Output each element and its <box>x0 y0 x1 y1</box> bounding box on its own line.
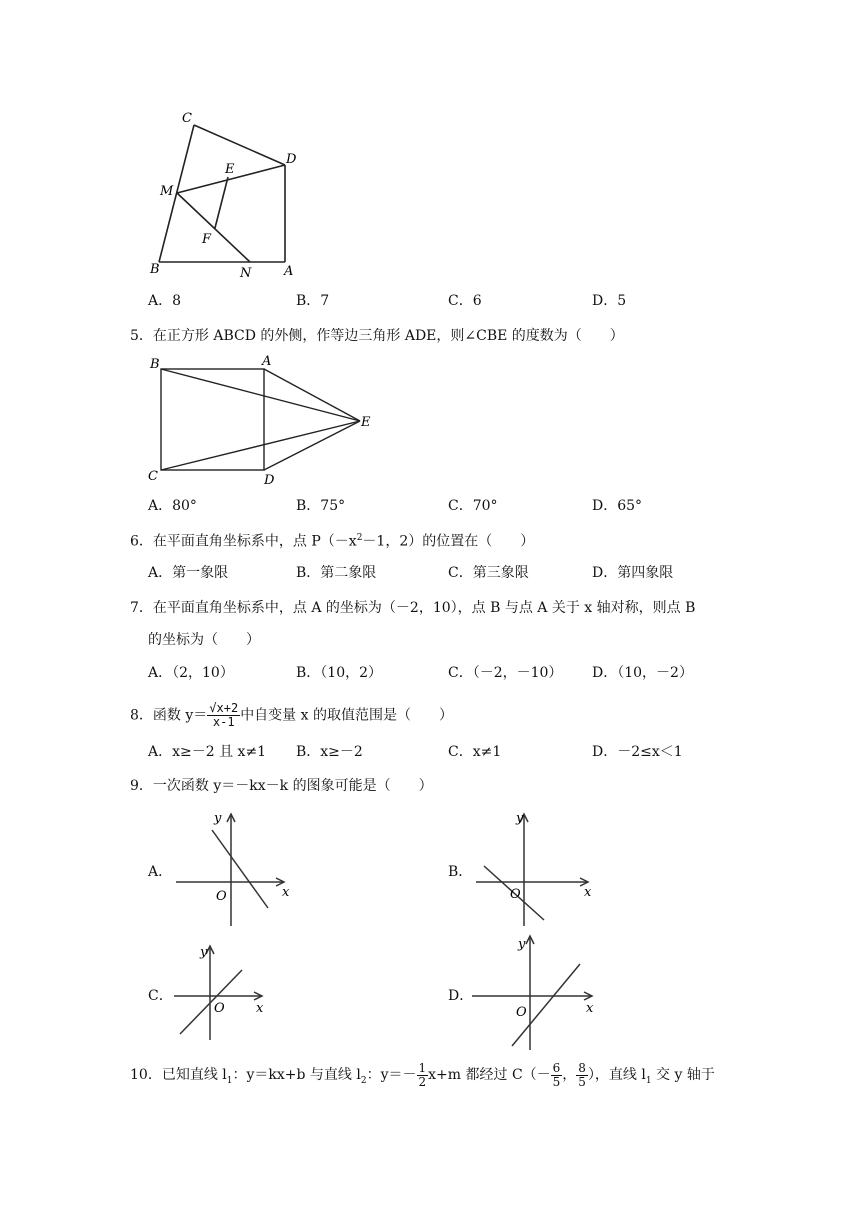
q10-sub2: 2 <box>360 1075 367 1086</box>
q8-option-c[interactable]: C．x≠1 <box>448 744 502 760</box>
q9-graph-b[interactable] <box>472 808 602 930</box>
q10-frac2-den: 5 <box>552 1074 561 1089</box>
q10-frac1 <box>417 1062 429 1089</box>
q10-frac1-num: 1 <box>418 1060 427 1075</box>
q9a-origin-label: O <box>216 889 227 904</box>
q9-graph-d[interactable] <box>470 930 600 1054</box>
q5-figure <box>140 350 380 490</box>
q10-frac3-den: 5 <box>578 1074 586 1089</box>
q5-option-a[interactable]: A．80° <box>148 498 197 514</box>
q8-frac-num: √x+2 <box>209 701 239 715</box>
q9d-x-label: x <box>586 1001 594 1016</box>
q4-option-c[interactable]: C．6 <box>448 293 482 309</box>
q6-stem-sup: 2 <box>356 533 363 543</box>
q10-sub1: 1 <box>226 1075 233 1086</box>
q10-comma: ， <box>562 1067 577 1083</box>
q7-stem-line2: 的坐标为（ ） <box>148 632 260 648</box>
q10-frac3-num: 8 <box>578 1060 586 1075</box>
q4-label-e: E <box>225 162 235 177</box>
q6-stem-pre: 6．在平面直角坐标系中，点 P（－x <box>130 533 357 550</box>
q10-stem-mid3: x+m 都经过 C（－ <box>428 1067 551 1083</box>
q9-option-b[interactable]: B． <box>448 864 473 880</box>
q4-label-d: D <box>286 152 297 167</box>
q5-option-c[interactable]: C．70° <box>448 498 498 514</box>
q5-label-b: B <box>150 357 160 372</box>
q9c-origin-label: O <box>214 1001 225 1016</box>
q5-label-d: D <box>264 473 275 488</box>
q7-stem-line1: 7．在平面直角坐标系中，点 A 的坐标为（－2，10），点 B 与点 A 关于 x 轴对称，则点 B <box>130 600 696 616</box>
q4-label-m: M <box>160 184 174 199</box>
q10-stem-pre: 10．已知直线 l <box>130 1067 227 1083</box>
q8-option-b[interactable]: B．x≥－2 <box>296 744 363 760</box>
q10-stem-mid1: ：y＝kx+b 与直线 l <box>232 1067 361 1083</box>
q6-option-d[interactable]: D．第四象限 <box>592 565 674 581</box>
q9c-y-label: y <box>200 945 208 960</box>
q9-graph-c[interactable] <box>172 940 272 1050</box>
q9a-y-label: y <box>214 811 222 826</box>
q6-option-c[interactable]: C．第三象限 <box>448 565 529 581</box>
q7-option-c[interactable]: C．（－2，－10） <box>448 665 563 681</box>
q9b-y-label: y <box>516 811 524 826</box>
q9a-x-label: x <box>282 885 290 900</box>
q8-option-d[interactable]: D．－2≤x＜1 <box>592 744 683 760</box>
q9c-x-label: x <box>256 1001 264 1016</box>
q8-stem-pre: 8．函数 y＝ <box>130 707 208 724</box>
q9-option-c[interactable]: C． <box>148 988 173 1004</box>
q4-label-n: N <box>240 266 252 281</box>
q4-label-c: C <box>182 111 192 126</box>
q9-graph-a[interactable] <box>172 808 302 930</box>
q6-option-a[interactable]: A．第一象限 <box>148 565 229 581</box>
q10-stem-post: 交 y 轴于 <box>651 1067 715 1083</box>
q8-frac-den: x-1 <box>212 715 235 729</box>
q8-fraction <box>207 702 240 729</box>
q5-stem: 5．在正方形 ABCD 的外侧，作等边三角形 ADE，则∠CBE 的度数为（ ） <box>130 328 624 344</box>
q8-stem <box>130 702 453 729</box>
q6-stem <box>130 528 534 552</box>
q8-option-a[interactable]: A．x≥－2 且 x≠1 <box>148 744 267 760</box>
q7-option-d[interactable]: D．（10，－2） <box>592 665 693 681</box>
q10-frac3 <box>576 1062 588 1089</box>
q4-label-a: A <box>284 264 294 279</box>
q8-stem-post: 中自变量 x 的取值范围是（ ） <box>240 707 453 724</box>
q5-label-e: E <box>361 415 371 430</box>
q9d-origin-label: O <box>516 1005 527 1020</box>
q10-frac1-den: 2 <box>418 1074 427 1089</box>
q10-sub3: 1 <box>645 1075 652 1086</box>
q10-frac2-num: 6 <box>552 1060 561 1075</box>
q10-stem-mid2: ：y＝－ <box>366 1067 417 1083</box>
q4-option-b[interactable]: B．7 <box>296 293 330 309</box>
q10-frac2 <box>551 1062 563 1089</box>
q9d-y-label: y <box>518 937 526 952</box>
q9b-x-label: x <box>584 885 592 900</box>
q7-option-a[interactable]: A．（2，10） <box>148 665 234 681</box>
q10-stem <box>130 1058 715 1098</box>
q5-option-d[interactable]: D．65° <box>592 498 643 514</box>
q4-option-d[interactable]: D．5 <box>592 293 627 309</box>
q4-option-a[interactable]: A．8 <box>148 293 182 309</box>
q4-label-f: F <box>202 232 212 247</box>
q5-label-a: A <box>262 354 272 369</box>
q10-stem-mid4: ），直线 l <box>587 1067 646 1083</box>
q4-figure <box>140 105 310 285</box>
q6-option-b[interactable]: B．第二象限 <box>296 565 377 581</box>
q9-stem: 9．一次函数 y＝－kx－k 的图象可能是（ ） <box>130 778 433 794</box>
q5-label-c: C <box>148 469 158 484</box>
q9-option-a[interactable]: A． <box>148 864 173 880</box>
q7-option-b[interactable]: B．（10，2） <box>296 665 383 681</box>
q6-stem-post: －1，2）的位置在（ ） <box>362 533 535 550</box>
q9b-origin-label: O <box>510 887 521 902</box>
q4-label-b: B <box>150 262 160 277</box>
q9-option-d[interactable]: D． <box>448 988 474 1004</box>
q5-option-b[interactable]: B．75° <box>296 498 346 514</box>
